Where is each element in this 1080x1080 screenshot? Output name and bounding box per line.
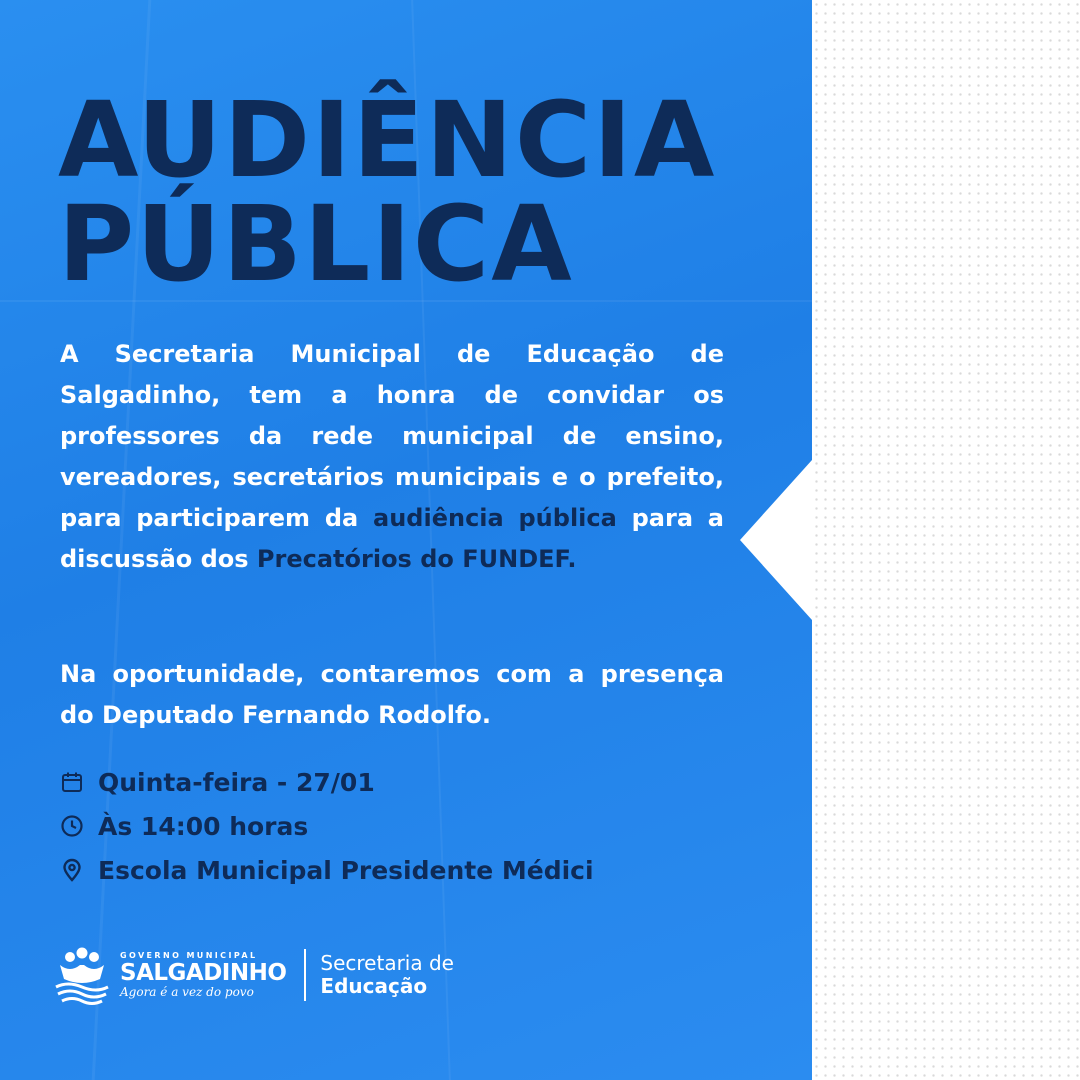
footer-branding	[50, 940, 510, 1010]
location-pin-icon	[60, 858, 84, 882]
clock-icon	[60, 814, 84, 838]
invitation-paragraph	[60, 334, 724, 580]
title-line-2: PÚBLICA	[58, 183, 574, 305]
people-wave-icon	[50, 943, 114, 1007]
time-row	[60, 804, 760, 848]
time-text: Às 14:00 horas	[98, 811, 309, 841]
location-text: Escola Municipal Presidente Médici	[98, 855, 594, 885]
calendar-icon	[60, 770, 84, 794]
location-row	[60, 848, 760, 892]
secretaria-line-2: Educação	[320, 974, 428, 998]
highlight-audiencia: audiência pública	[373, 504, 617, 532]
highlight-precatorios: Precatórios do FUNDEF.	[256, 545, 577, 573]
date-row	[60, 760, 760, 804]
event-details	[60, 760, 760, 892]
arrow-notch	[740, 460, 812, 620]
footer-divider	[304, 949, 306, 1001]
secretaria-line-1: Secretaria de	[320, 951, 454, 975]
dotted-side-panel	[812, 0, 1080, 1080]
salgadinho-logo	[50, 943, 114, 1007]
gov-label: GOVERNO MUNICIPAL	[120, 951, 258, 960]
page-title	[58, 79, 758, 305]
date-text: Quinta-feira - 27/01	[98, 767, 375, 797]
invitation-text-1: A Secretaria Municipal de Educação de Salgadinho, tem a honra de convidar os professores da rede municipal de ensino, vereadores, secretários municipais e o prefeito, para participarem da	[60, 340, 724, 532]
invitation-text-2: para a discussão dos	[60, 504, 725, 573]
title-line-1: AUDIÊNCIA	[58, 79, 717, 201]
government-name	[120, 951, 286, 999]
secretaria-name	[320, 952, 454, 998]
presence-paragraph: Na oportunidade, contaremos com a presença do Deputado Fernando Rodolfo.	[60, 660, 724, 729]
city-name: SALGADINHO	[120, 960, 287, 986]
slogan: Agora é a vez do povo	[120, 985, 254, 999]
